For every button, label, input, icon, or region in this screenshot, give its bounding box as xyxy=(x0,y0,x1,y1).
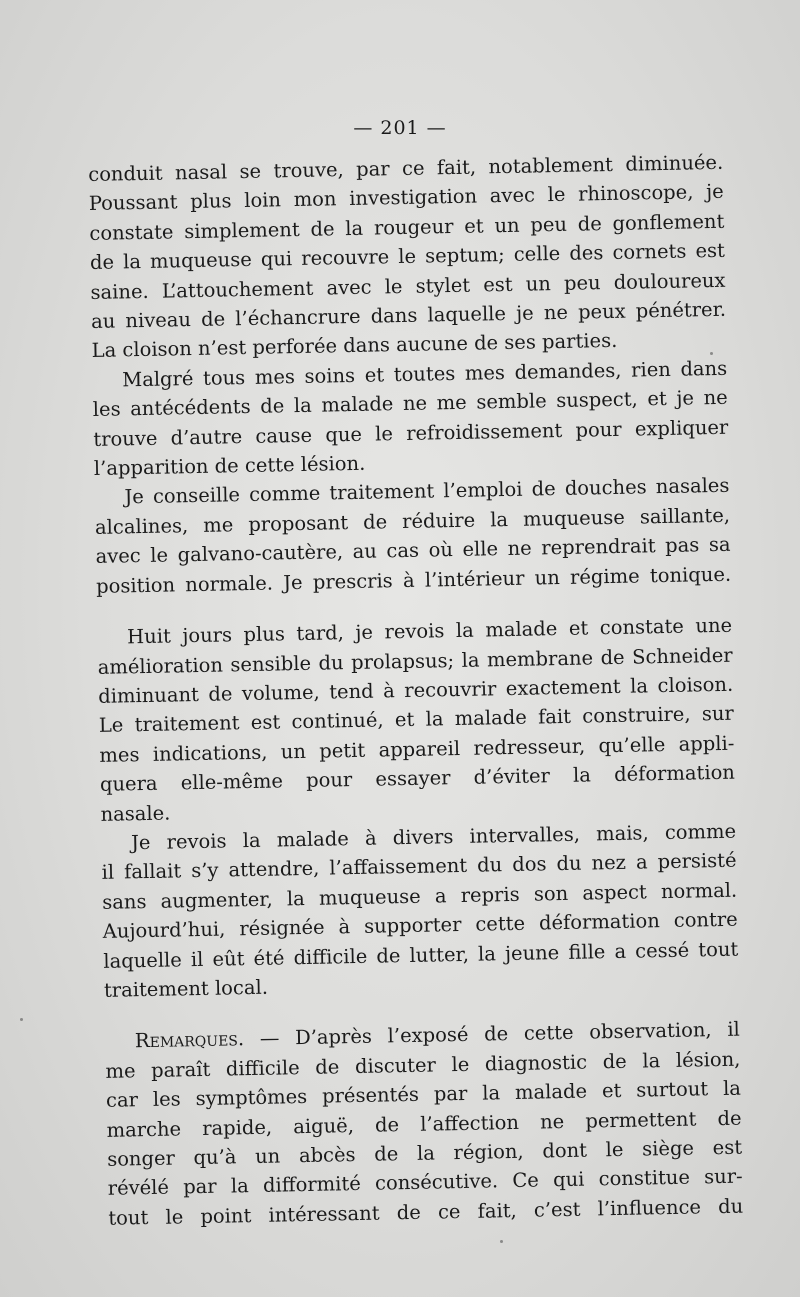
text-line: mes indications, un petit appareil redresseur, qu’elle appli- xyxy=(99,731,735,767)
text-line: amélioration sensible du prolapsus; la membrane de Schneider xyxy=(97,643,733,679)
text-line: Le traitement est continué, et la malade fait construire, sur xyxy=(98,702,734,738)
text-line: quera elle-même pour essayer d’éviter la déformation xyxy=(99,760,736,797)
paper-speck xyxy=(500,1240,503,1243)
text-line: me paraît difficile de discuter le diagnostic de la lésion, xyxy=(105,1047,741,1083)
text-line: Huit jours plus tard, je revois la malade et constate une xyxy=(126,613,733,649)
text-line: Poussant plus loin mon investigation avec le rhinoscope, je xyxy=(88,180,724,216)
text-line: songer qu’à un abcès de la région, dont le siège est xyxy=(106,1135,743,1171)
text-line: traitement local. xyxy=(103,975,269,1002)
paragraph-1 xyxy=(88,148,727,366)
text-line: La cloison n’est perforée dans aucune de ses parties. xyxy=(91,329,618,363)
paragraph-remarques xyxy=(105,1015,744,1233)
text-line: de la muqueuse qui recouvre le septum; celle des cornets est xyxy=(89,239,726,275)
text-line: Je conseille comme traitement l’emploi de douches nasales xyxy=(124,474,730,509)
text-line: sans augmenter, la muqueuse a repris son aspect normal. xyxy=(102,878,738,914)
text-line: saine. L’attouchement avec le stylet est un peu douloureux xyxy=(90,268,726,304)
text-line: révélé par la difformité consécutive. Ce qui constitue sur- xyxy=(107,1165,743,1201)
section-heading: Remarques. xyxy=(134,1027,245,1053)
text-line: car les symptômes présentés par la malade et surtout la xyxy=(105,1076,742,1113)
paragraph-5 xyxy=(101,817,739,1006)
text-line: position normale. Je prescris à l’intérieur un régime tonique. xyxy=(95,562,732,598)
paper-speck xyxy=(20,1018,23,1021)
text-line: au niveau de l’échancrure dans laquelle je ne peux pénétrer. xyxy=(90,297,727,333)
paragraph-4 xyxy=(97,611,736,829)
text-line: constate simplement de la rougeur et un peu de gonflement xyxy=(89,209,725,245)
text-line: Malgré tous mes soins et toutes mes demandes, rien dans xyxy=(122,356,728,392)
text-line: diminuant de volume, tend à recouvrir exactement la cloison. xyxy=(98,672,734,708)
text-line: laquelle il eût été difficile de lutter, la jeune fille a cessé tout xyxy=(103,937,739,973)
paper-speck xyxy=(710,352,713,355)
text-line: les antécédents de la malade ne me semble suspect, et je ne xyxy=(92,386,728,422)
paragraph-3 xyxy=(94,471,731,601)
text-line: marche rapide, aiguë, de l’affection ne permettent de xyxy=(106,1106,742,1142)
body-text xyxy=(88,148,743,1233)
text-line: conduit nasal se trouve, par ce fait, notablement diminuée. xyxy=(88,150,724,186)
text-line: l’apparition de cette lésion. xyxy=(93,451,366,481)
text-line: il fallait s’y attendre, l’affaissement du dos du nez a persisté xyxy=(101,849,737,885)
text-line: Aujourd’hui, résignée à supporter cette déformation contre xyxy=(102,907,738,944)
page-number: — 201 — xyxy=(353,117,447,139)
text-line: tout le point intéressant de ce fait, c’est l’influence du xyxy=(108,1194,744,1230)
text-line: Je revois la malade à divers intervalles, mais, comme xyxy=(130,819,737,855)
paragraph-2 xyxy=(92,354,729,484)
text-line: trouve d’autre cause que le refroidissement pour expliquer xyxy=(93,415,729,451)
text-line: avec le galvano-cautère, au cas où elle ne reprendrait pas sa xyxy=(95,533,731,569)
text-run: — D’après l’exposé de cette observation, il xyxy=(243,1018,741,1051)
text-line: nasale. xyxy=(100,801,171,826)
text-line: alcalines, me proposant de réduire la muqueuse saillante, xyxy=(94,503,731,539)
